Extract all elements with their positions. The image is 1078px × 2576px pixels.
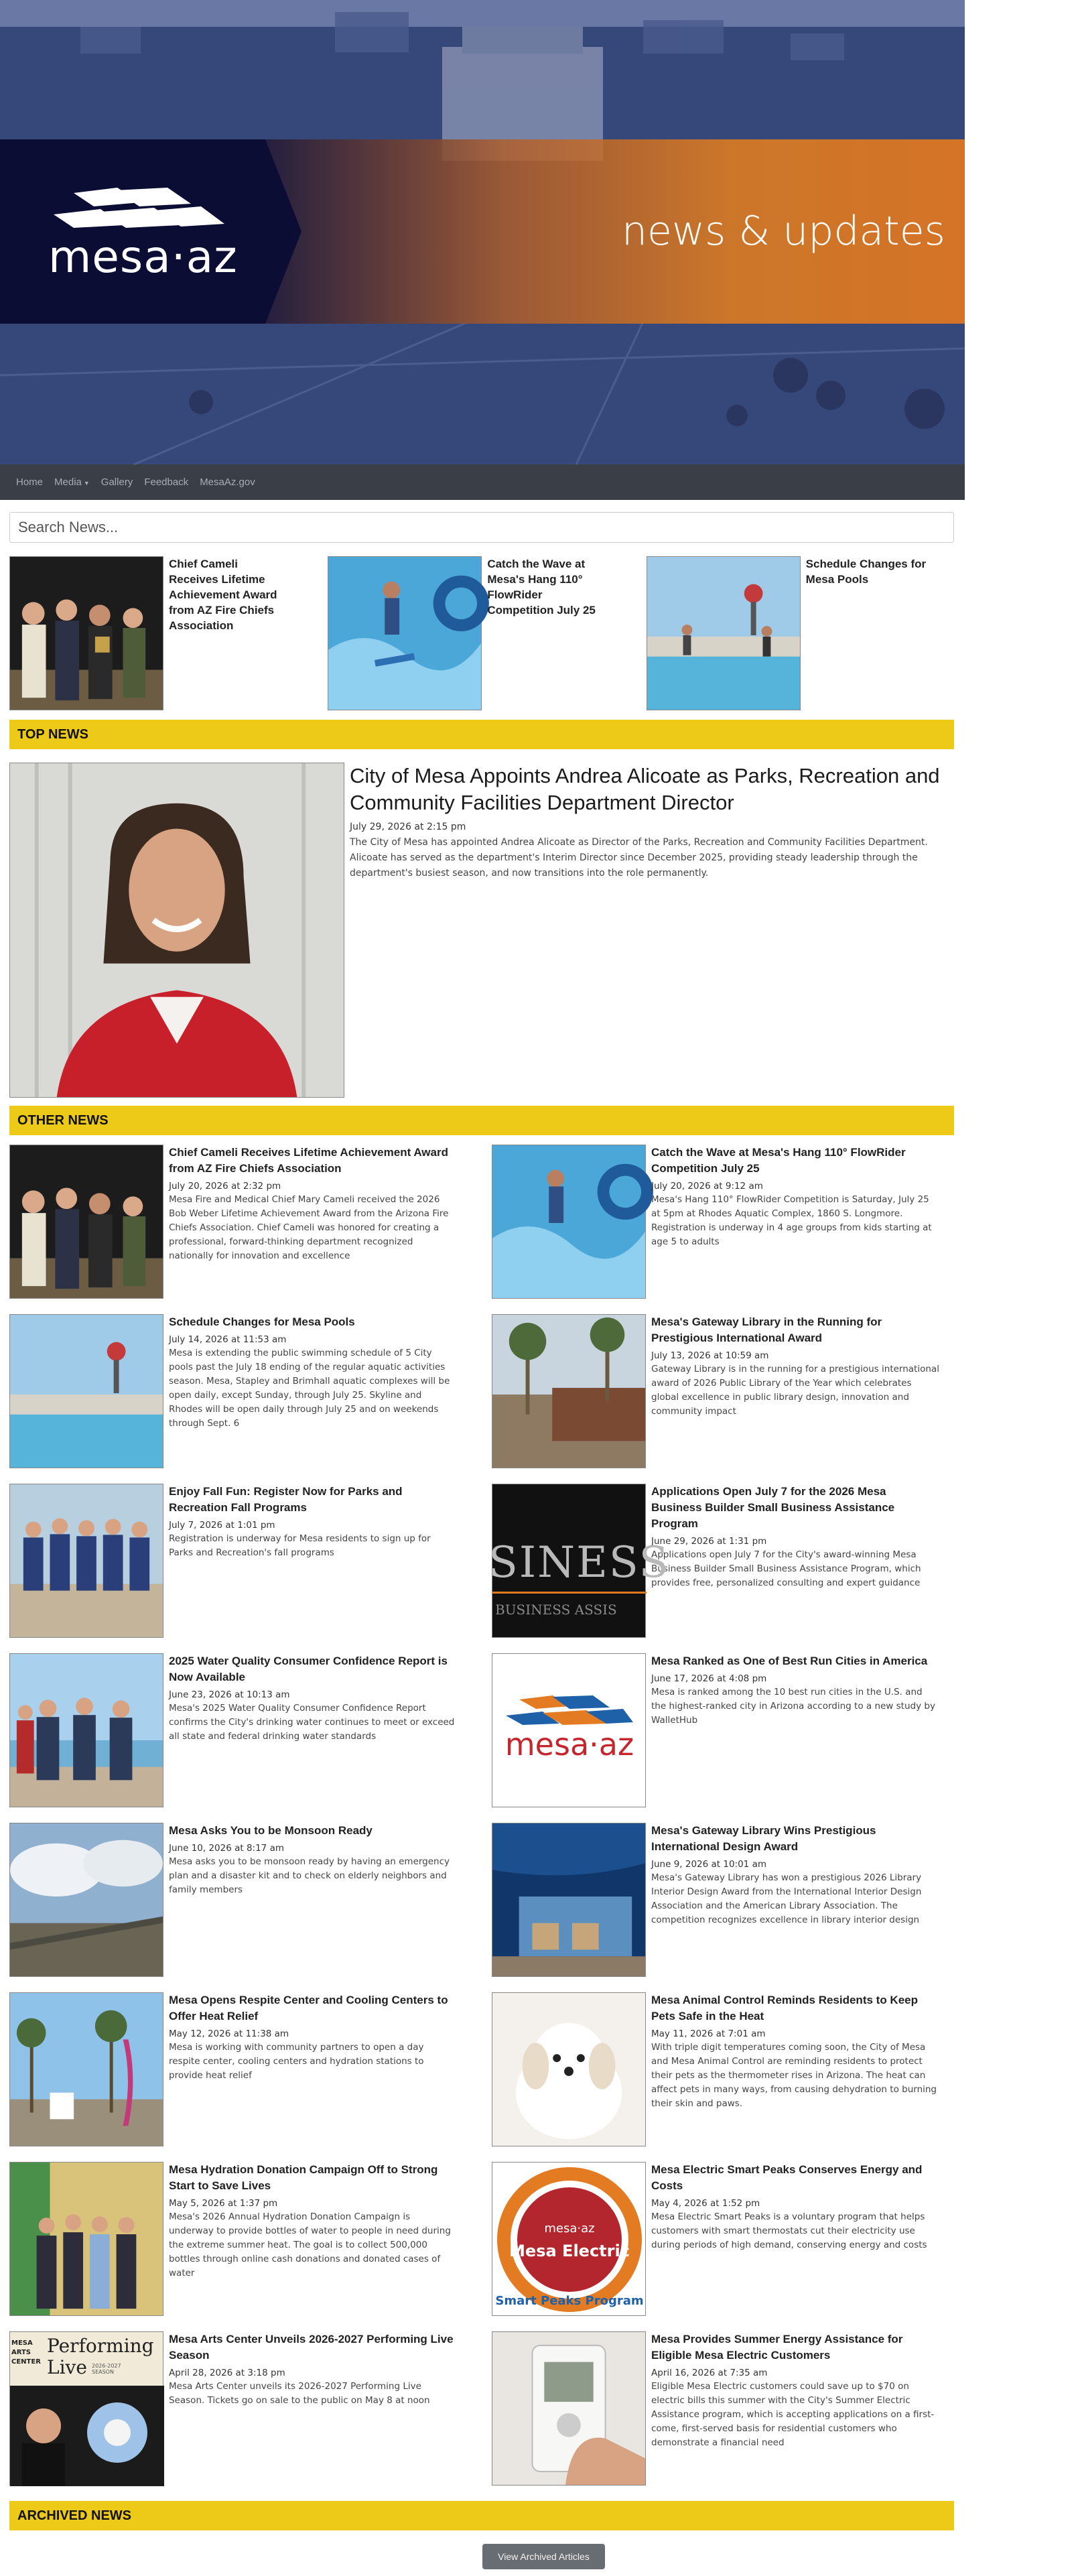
news-text <box>651 1823 939 1992</box>
news-summary: Applications open July 7 for the City's award-winning Mesa Business Builder Small Business Assistance Program, which provides free, personalized consulting and expert guidance <box>651 1549 921 1588</box>
news-title[interactable]: 2025 Water Quality Consumer Confidence Report is Now Available <box>169 1655 448 1683</box>
news-text <box>651 2162 939 2331</box>
news-summary: Registration is underway for Mesa residents to sign up for Parks and Recreation's fall programs <box>169 1533 431 1558</box>
news-date: July 20, 2026 at 9:12 am <box>651 1181 763 1192</box>
news-date: July 14, 2026 at 11:53 am <box>169 1334 287 1345</box>
news-text <box>651 2331 939 2501</box>
news-title[interactable]: Mesa Hydration Donation Campaign Off to Strong Start to Save Lives <box>169 2163 438 2192</box>
featured-title[interactable]: Chief Cameli Receives Lifetime Achievement Award from AZ Fire Chiefs Association <box>169 558 277 632</box>
news-image-pool[interactable] <box>9 1314 163 1468</box>
caret-down-icon: ▼ <box>83 480 90 487</box>
news-item[interactable] <box>9 1992 492 2162</box>
nav-home[interactable]: Home <box>16 476 44 488</box>
news-date: June 17, 2026 at 4:08 pm <box>651 1673 767 1684</box>
news-image-water-quality[interactable] <box>9 1653 163 1807</box>
news-item[interactable] <box>9 1823 492 1992</box>
site-logo-text[interactable]: mesa·az <box>48 231 238 283</box>
news-summary: Mesa Fire and Medical Chief Mary Cameli received the 2026 Bob Weber Lifetime Achievement Award from the Arizona Fire Chiefs Association. Chief Cameli was honored for creating a professional, forward-thinking department recognized nationally for innovation and excellence <box>169 1194 449 1261</box>
news-image-respite-center[interactable] <box>9 1992 163 2146</box>
news-summary: Mesa is ranked among the 10 best run cities in the U.S. and the highest-ranked city in Arizona according to a new study by WalletHub <box>651 1687 935 1726</box>
featured-title[interactable]: Catch the Wave at Mesa's Hang 110° FlowRider Competition July 25 <box>487 558 596 617</box>
news-text <box>169 1145 457 1314</box>
view-archived-button[interactable]: View Archived Articles <box>482 2544 605 2569</box>
news-title[interactable]: Applications Open July 7 for the 2026 Mesa Business Builder Small Business Assistance Program <box>651 1485 895 1530</box>
top-news-title[interactable]: City of Mesa Appoints Andrea Alicoate as Parks, Recreation and Community Facilities Department Director <box>350 764 940 814</box>
nav-media-label: Media <box>54 476 82 488</box>
news-date: July 13, 2026 at 10:59 am <box>651 1350 769 1361</box>
news-summary: Mesa Arts Center unveils its 2026-2027 Performing Live Season. Tickets go on sale to the public on May 8 at noon <box>169 2381 430 2406</box>
top-news-body <box>350 763 953 1098</box>
business-image-text: SINESS <box>488 1538 670 1588</box>
main-navbar <box>0 464 965 500</box>
arts-performer-photo <box>10 2386 164 2486</box>
news-summary: Mesa is extending the public swimming schedule of 5 City pools past the July 18 ending of the regular aquatic activities season. Mesa, Stapley and Brimhall aquatic complexes will be open daily, except Sunday, through July 25. Skyline and Rhodes will be open daily through July 25 and on weekends through Sept. 6 <box>169 1348 450 1429</box>
news-text <box>651 1484 939 1653</box>
news-summary: Mesa is working with community partners to open a day respite center, cooling centers and hydration stations to provide heat relief <box>169 2042 424 2081</box>
news-title[interactable]: Mesa Opens Respite Center and Cooling Centers to Offer Heat Relief <box>169 1994 448 2022</box>
mesa-logo-text: mesa·az <box>504 1726 634 1762</box>
news-text <box>169 1484 457 1653</box>
mesa-logo-icon <box>506 1695 633 1725</box>
hero-banner <box>0 0 965 464</box>
featured-item[interactable] <box>647 556 965 710</box>
news-image-library[interactable] <box>492 1314 646 1468</box>
news-text <box>169 2331 457 2501</box>
news-date: April 16, 2026 at 7:35 am <box>651 2368 768 2378</box>
news-text <box>651 1314 939 1484</box>
news-date: July 20, 2026 at 2:32 pm <box>169 1181 281 1192</box>
news-summary: Eligible Mesa Electric customers could save up to $70 on electric bills this summer with the City's Summer Electric Assistance program, which is accepting applications on a first-come, first-served basis for residential customers who demonstrate a financial need <box>651 2381 935 2448</box>
news-date: April 28, 2026 at 3:18 pm <box>169 2368 285 2378</box>
news-date: June 10, 2026 at 8:17 am <box>169 1843 284 1854</box>
news-image-hydration[interactable] <box>9 2162 163 2316</box>
news-title[interactable]: Mesa's Gateway Library Wins Prestigious International Design Award <box>651 1824 876 1853</box>
nav-gallery[interactable]: Gallery <box>100 476 133 488</box>
news-text <box>169 1314 457 1484</box>
section-header-top-news: TOP NEWS <box>9 720 954 749</box>
news-date: June 23, 2026 at 10:13 am <box>169 1689 290 1700</box>
featured-strip <box>9 556 965 710</box>
news-date: May 12, 2026 at 11:38 am <box>169 2028 289 2039</box>
smart-peaks-title-text: Mesa Electric <box>509 2242 630 2260</box>
search-input[interactable] <box>9 512 954 543</box>
other-news-grid <box>9 1145 965 2501</box>
news-summary: Mesa's 2025 Water Quality Consumer Confidence Report confirms the City's drinking water continues to meet or exceed all state and federal drinking water standards <box>169 1703 455 1742</box>
news-image-fall-fun[interactable] <box>9 1484 163 1638</box>
featured-image-flowrider[interactable] <box>328 556 482 710</box>
news-title[interactable]: Mesa Provides Summer Energy Assistance for Eligible Mesa Electric Customers <box>651 2333 903 2362</box>
news-title[interactable]: Schedule Changes for Mesa Pools <box>169 1315 355 1328</box>
news-image-arts-center[interactable] <box>9 2331 163 2486</box>
news-date: May 5, 2026 at 1:37 pm <box>169 2198 278 2209</box>
news-item[interactable] <box>9 2331 492 2501</box>
news-summary: Mesa asks you to be monsoon ready by having an emergency plan and a disaster kit and to check on elderly neighbors and family members <box>169 1856 450 1895</box>
news-summary: Mesa's Hang 110° FlowRider Competition is Saturday, July 25 at 5pm at Rhodes Aquatic Complex, 1860 S. Longmore. Registration is underway in 4 age groups from kids starting at age 5 to adults <box>651 1194 932 1247</box>
news-item[interactable] <box>492 1992 965 2162</box>
news-date: May 11, 2026 at 7:01 am <box>651 2028 766 2039</box>
top-news-date: July 29, 2026 at 2:15 pm <box>350 822 466 832</box>
news-title[interactable]: Mesa's Gateway Library in the Running for Prestigious International Award <box>651 1315 882 1344</box>
news-image-flowrider[interactable] <box>492 1145 646 1299</box>
arts-season-text: 2026-2027 SEASON <box>92 2363 121 2375</box>
news-image-thermostat[interactable] <box>492 2331 646 2486</box>
news-text <box>169 1653 457 1823</box>
news-image-monsoon[interactable] <box>9 1823 163 1977</box>
nav-media[interactable] <box>54 476 90 488</box>
news-item[interactable] <box>9 1653 492 1823</box>
featured-title[interactable]: Schedule Changes for Mesa Pools <box>805 558 927 586</box>
arts-word-text: Performing <box>47 2335 154 2357</box>
news-item[interactable] <box>9 1145 492 1314</box>
news-text <box>169 1992 457 2162</box>
business-image-rule <box>492 1592 647 1594</box>
news-item[interactable] <box>492 1823 965 1992</box>
news-title[interactable]: Mesa Animal Control Reminds Residents to Keep Pets Safe in the Heat <box>651 1994 918 2022</box>
news-title[interactable]: Mesa Ranked as One of Best Run Cities in America <box>651 1655 928 1667</box>
news-item[interactable] <box>488 1484 965 1653</box>
news-item[interactable] <box>492 1653 965 1823</box>
news-title[interactable]: Enjoy Fall Fun: Register Now for Parks and Recreation Fall Programs <box>169 1485 403 1514</box>
top-news-portrait-image[interactable] <box>9 763 344 1098</box>
news-image-library-interior[interactable] <box>492 1823 646 1977</box>
news-date: June 29, 2026 at 1:31 pm <box>651 1536 767 1547</box>
hero-tagline: news & updates <box>622 208 945 255</box>
featured-image-pool[interactable] <box>647 556 801 710</box>
news-item[interactable] <box>492 1314 965 1484</box>
section-header-other-news: OTHER NEWS <box>9 1106 954 1135</box>
news-image-mesa-logo[interactable] <box>492 1653 646 1807</box>
news-text <box>651 1992 939 2162</box>
featured-image-awards[interactable] <box>9 556 163 710</box>
news-text <box>651 1653 939 1823</box>
news-title[interactable]: Mesa Electric Smart Peaks Conserves Energy and Costs <box>651 2163 923 2192</box>
search-placeholder: Search News... <box>18 519 119 535</box>
news-title[interactable]: Mesa Arts Center Unveils 2026-2027 Performing Live Season <box>169 2333 454 2362</box>
news-summary: Mesa's 2026 Annual Hydration Donation Campaign is underway to provide bottles of water to people in need during the extreme summer heat. The goal is to collect 500,000 bottles through online cash donations and donated cases of water <box>169 2211 451 2278</box>
news-date: June 9, 2026 at 10:01 am <box>651 1859 766 1870</box>
news-summary: Mesa Electric Smart Peaks is a voluntary program that helps customers with smart thermostats cut their electricity use during periods of high demand, conserving energy and costs <box>651 2211 927 2250</box>
news-image-business-builder[interactable] <box>488 1484 670 1638</box>
section-header-archived-news: ARCHIVED NEWS <box>9 2501 954 2530</box>
news-image-awards[interactable] <box>9 1145 163 1299</box>
news-title[interactable]: Mesa Asks You to be Monsoon Ready <box>169 1824 373 1837</box>
news-summary: Gateway Library is in the running for a prestigious international award of 2026 Public Library of the Year which celebrates global excellence in public library design, innovation and community impact <box>651 1364 939 1417</box>
news-image-puppy[interactable] <box>492 1992 646 2146</box>
featured-item[interactable] <box>9 556 328 710</box>
news-title[interactable]: Chief Cameli Receives Lifetime Achievement Award from AZ Fire Chiefs Association <box>169 1146 448 1175</box>
news-item[interactable] <box>9 1484 492 1653</box>
news-item[interactable] <box>9 1314 492 1484</box>
news-text <box>169 1823 457 1992</box>
business-image-subtext: BUSINESS ASSIS <box>495 1602 617 1618</box>
featured-item[interactable] <box>328 556 646 710</box>
news-image-smart-peaks[interactable] <box>492 2162 646 2316</box>
news-text <box>651 1145 939 1314</box>
news-date: July 7, 2026 at 1:01 pm <box>169 1520 275 1531</box>
news-item[interactable] <box>9 2162 492 2331</box>
news-title[interactable]: Catch the Wave at Mesa's Hang 110° FlowRider Competition July 25 <box>651 1146 906 1175</box>
news-date: May 4, 2026 at 1:52 pm <box>651 2198 760 2209</box>
news-text <box>169 2162 457 2331</box>
arts-word2-text: Live <box>47 2356 87 2378</box>
nav-feedback[interactable]: Feedback <box>144 476 189 488</box>
smart-peaks-ring-text: Smart Peaks Program <box>495 2294 644 2308</box>
news-item[interactable] <box>492 1145 965 1314</box>
news-item[interactable] <box>492 2162 965 2331</box>
top-news-summary: The City of Mesa has appointed Andrea Alicoate as Director of the Parks, Recreation and Community Facilities Department. Alicoate has served as the department's Interim Director since December 2025, providing steady leadership through the department's busiest season, and now transitions into the role permanently. <box>350 837 928 879</box>
news-summary: Mesa's Gateway Library has won a prestigious 2026 Library Interior Design Award from the International Interior Design Association and the American Library Association. The competition recognizes excellence in library interior design <box>651 1872 922 1925</box>
arts-side-text: MESA ARTS CENTER <box>11 2339 41 2366</box>
nav-mesaaz-gov[interactable]: MesaAz.gov <box>200 476 255 488</box>
mesa-logo-mark-icon <box>54 188 224 228</box>
top-news-article <box>9 763 965 1098</box>
smart-peaks-logo-text: mesa·az <box>544 2221 595 2236</box>
news-item[interactable] <box>492 2331 965 2501</box>
news-summary: With triple digit temperatures coming soon, the City of Mesa and Mesa Animal Control are reminding residents to protect their pets as the thermometer rises in Arizona. The heat can affect pets in many ways, from causing dehydration to burning their skin and paws. <box>651 2042 937 2109</box>
